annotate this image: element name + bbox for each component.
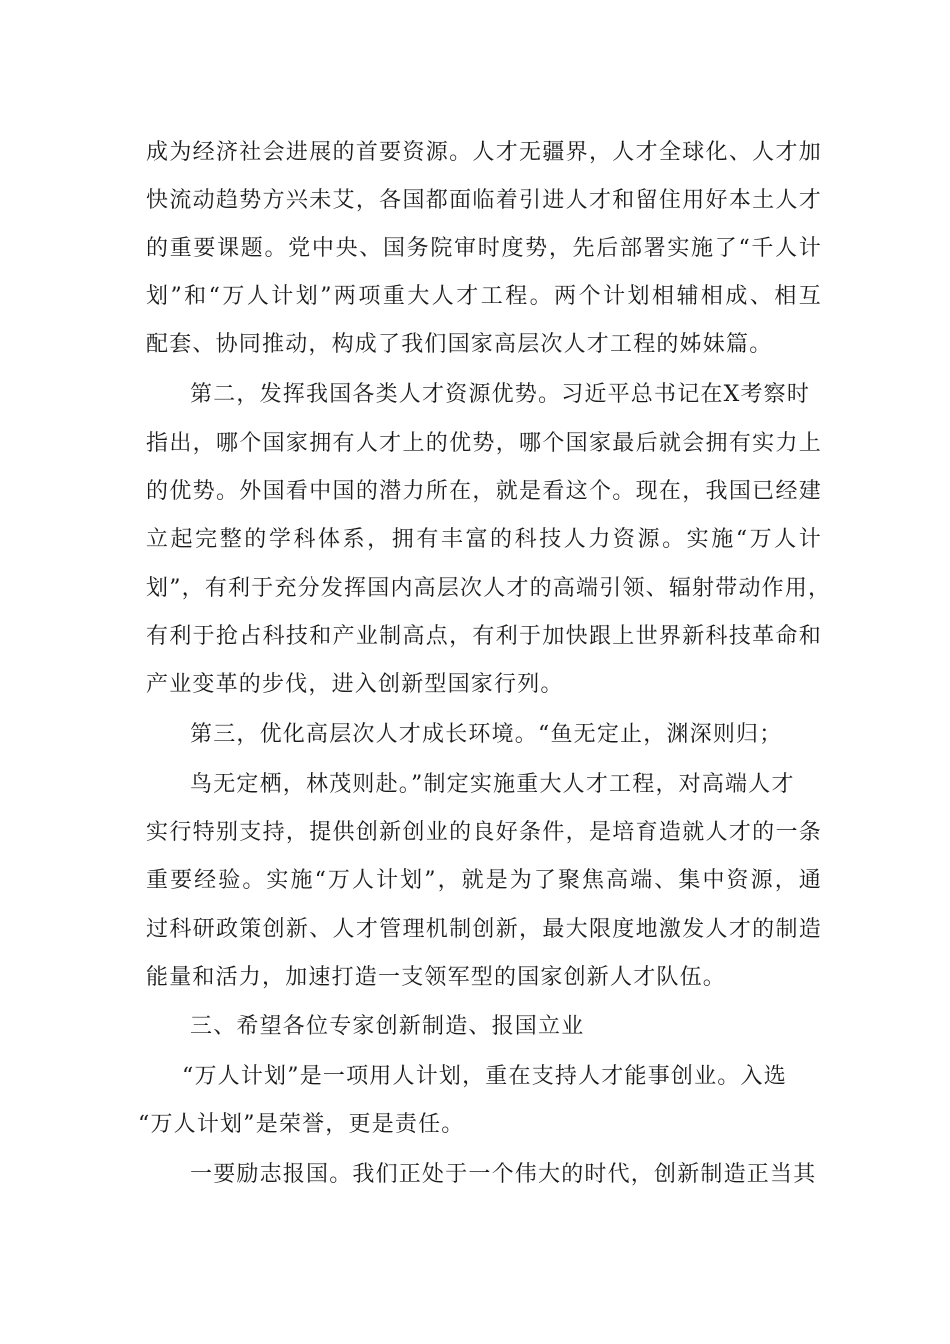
paragraph-start-line: 第二，发挥我国各类人才资源优势。习近平总书记在X考察时 xyxy=(190,382,811,407)
text-line: 实行特别支持，提供创新创业的良好条件，是培育造就人才的一条 xyxy=(146,820,822,845)
text-line: 配套、协同推动，构成了我们国家高层次人才工程的姊妹篇。 xyxy=(146,332,773,357)
text-line: 快流动趋势方兴未艾，各国都面临着引进人才和留住用好本土人才 xyxy=(146,188,822,213)
section-heading: 三、希望各位专家创新制造、报国立业 xyxy=(190,1014,585,1039)
text-line: 成为经济社会进展的首要资源。人才无疆界，人才全球化、人才加 xyxy=(146,140,822,165)
paragraph-start-line: “万人计划”是一项用人计划，重在支持人才能事创业。入选 xyxy=(182,1064,787,1089)
text-line: 过科研政策创新、人才管理机制创新，最大限度地激发人才的制造 xyxy=(146,917,822,942)
text-line: 能量和活力，加速打造一支领军型的国家创新人才队伍。 xyxy=(146,965,727,990)
paragraph-start-line: 鸟无定栖，林茂则赴。”制定实施重大人才工程，对高端人才 xyxy=(190,772,795,797)
text-line: 指出，哪个国家拥有人才上的优势，哪个国家最后就会拥有实力上 xyxy=(146,431,822,456)
text-line: 产业变革的步伐，进入创新型国家行列。 xyxy=(146,672,564,697)
text-line: 的重要课题。党中央、国务院审时度势，先后部署实施了“千人计 xyxy=(146,236,822,261)
text-line: 重要经验。实施“万人计划”，就是为了聚焦高端、集中资源，通 xyxy=(146,868,822,893)
paragraph-start-line: 一要励志报国。我们正处于一个伟大的时代，创新制造正当其 xyxy=(190,1162,817,1187)
text-line: “万人计划”是荣誉，更是责任。 xyxy=(138,1112,465,1137)
text-line: 的优势。外国看中国的潜力所在，就是看这个。现在，我国已经建 xyxy=(146,479,822,504)
text-line: 划”和“万人计划”两项重大人才工程。两个计划相辅相成、相互 xyxy=(146,284,822,309)
text-line: 有利于抢占科技和产业制高点，有利于加快跟上世界新科技革命和 xyxy=(146,624,822,649)
text-line: 划”，有利于充分发挥国内高层次人才的高端引领、辐射带动作用， xyxy=(146,576,832,601)
paragraph-start-line: 第三，优化高层次人才成长环境。“鱼无定止，渊深则归； xyxy=(190,722,783,747)
text-line: 立起完整的学科体系，拥有丰富的科技人力资源。实施“万人计 xyxy=(146,527,822,552)
